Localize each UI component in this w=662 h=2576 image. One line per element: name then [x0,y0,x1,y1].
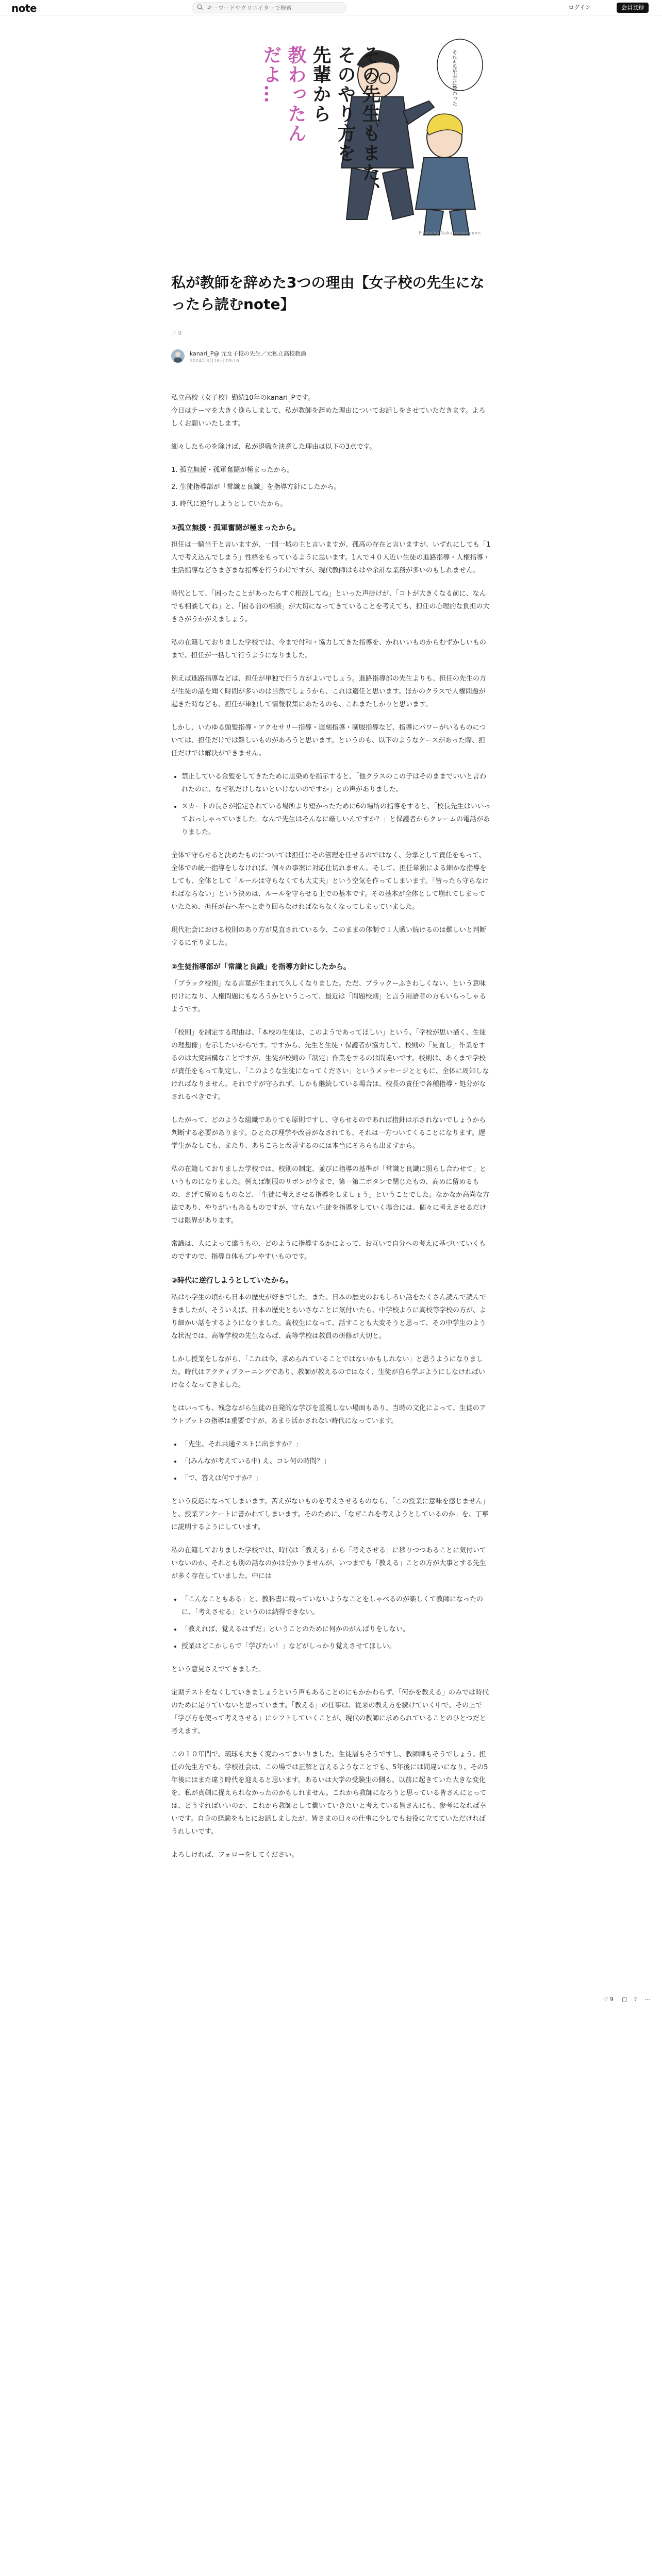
article-title: 私が教師を辞めた3つの理由【女子校の先生になったら読むnote】 [171,274,485,313]
list-item: 1. 孤立無援・孤軍奮闘が極まったから。 [171,466,294,474]
top-bar [0,0,662,15]
paragraph: とはいっても、残念ながら生徒の自発的な学びを重視しない場面もあり、当時の文化によって、生徒のアウトプットの指導は重要ですが、あまり活かされない時代になっています。 [171,1404,486,1425]
paragraph: 時代として、「困ったことがあったらすぐ相談してね」といった声掛けが、「コトが大きくなる前に、なんでも相談してね」と、「困る前の相談」が大切になってきていることを考えても、担任の心理的な負担の大きさがうかがえましょう。 [171,590,490,623]
list-item: • スカートの長さが指定されている場所より短かったために6の場所の指導をすると、「校長先生はいいっておっしゃっていました。なんで先生はそんなに厳しいんですか？」と保護者からクレームの電話がありました。 [181,800,491,839]
hero-line-4: 教わったん [285,45,307,143]
paragraph: 全体で守らせると決めたものについては担任にその管理を任せるのではなく、分掌として責任をもって、全体での統一指導をしなければ、個々の事案に対応仕切れません。そして、担任単独による細かな指導をしても、全体として「ルールは守らなくても大丈夫」という空気を作ってしまいます。「皆ったら守らなければならない」という決めは、ルールを守らせる上での基本です。その基本が全体として崩れてしまっていたため、担任が右へ左へと走り回らなければならなくなってしまっていました。 [171,852,489,911]
like-count: 9 [178,330,182,336]
side-actions [603,1996,655,2006]
paragraph: しかし、いわゆる頭髪指導・アクセサリー指導・遅刻指導・制服指導など、指導にパワーがいるものについては、担任だけでは難しいものがあろうと思います。というのも、以下のようなケースがあった際、担任だけでは解決ができません。 [171,724,486,757]
author-block[interactable] [171,348,377,364]
list-item: 3. 時代に逆行しようとしていたから。 [171,500,287,508]
list-item: • 「で、答えは何ですか？」 [181,1472,491,1485]
paragraph: 私の在籍しておりました学校では、今まで付和・協力してきた指導を、かれいいものからむずかしいものまで、担任が一括して行うようになりました。 [171,639,487,659]
paragraph: この１０年間で、琉球も大きく変わってまいりました。生徒層もそうですし、教師陣もそうでしょう。担任の先生方でも、学校社会は、この場では正解と言えるようなことでも、5年後には間違いになり、その5年後にはまた違う時代を迎えると思います。あるいは大学の受験生の側も、以前に起きていた大きな変化を、私が真剣に捉えられなかったのかもしれません。これから教師になろうと思っている皆さんにとっては、どうすればいいのか、これから教師として働いていきたいと考えている皆さんにも、参考になれば幸いです。自身の経験をもとにお話しましたが、皆さまの日々の仕事に少しでもお役に立てていただければうれしいです。 [171,1751,488,1836]
publish-date: 2024年3月16日 09:16 [190,359,239,364]
list-item: 2. 生徒指導部が「常識と良識」を指導方針にしたから。 [171,483,341,491]
heart-icon[interactable]: ♡ [171,330,176,336]
side-like-count: 9 [610,1996,614,2003]
reasons-list [171,464,491,511]
paragraph: よろしければ、フォローをしてください。 [171,1851,299,1859]
list-item: • 「こんなこともある」と、教科書に載っていないようなことをしゃべるのが楽しくて教師になったのに、「考えさせる」というのは納得できない。 [181,1593,491,1619]
paragraph: 私の在籍しておりました学校では、校則の制定、並びに指導の基準が「常識と良識に照らし合わせて」というものになりました。例えば制服のリボンが今まで、第一第二ボタンで閉じたもの、高めに留めるもの、さげて留めるものなど、「生徒に考えさせる指導をしましょう」ということでした。なかなか高尚な方法であり、やりがいもあるものですが、守らない生徒を指導をしていく場合には、個々に考えさせるだけでは限界があります。 [171,1165,489,1225]
list-item: • 「教えれば、覚えるはずだ」ということのために何かのがんばりをしない。 [181,1623,491,1636]
photo-credit: Photo by Nakamotonnnnm [419,231,481,236]
paragraph: したがって、どのような組織でありても原則ですし、守らせるのであれば指針は示されないでしょうから判断する必要があります。ひとたび理学や改善がなされても、それは一方ついてくることになります。遅学生がなしても、またり、あちこちと改善するのには本当にそちらも出ますから。 [171,1116,486,1150]
avatar-image [171,349,185,363]
heart-icon[interactable]: ♡ [603,1996,608,2003]
quote-list [181,1438,491,1485]
avatar[interactable] [171,349,185,363]
paragraph: 例えば進路指導などは、担任が単独で行う方がよいでしょう。進路指導部の先生よりも、担任の先生の方が生徒の話を聞く時間が多いのは当然でしょうから、これは適任と思います。ほかのクラスで人権問題が起きた時なども、担任が単独して情報収集にあたるのも、これまたしかりと思います。 [171,675,487,708]
paragraph: 現代社会における校則のあり方が見直されている今、このままの体制で１人戦い続けるのは難しいと判断するに至りました。 [171,926,487,947]
paragraph: 定期テストをなくしていきましょうという声もあることのにもかかわらず、「何かを教える」のみでは時代のために足りていないと思っています。「教える」の仕事は、従来の教え方を続けていく中で、その上で「学び方を使って考えさせる」にシフトしていくことが、現代の教師に求められていることのひとつだと考えます。 [171,1689,489,1735]
note-logo[interactable]: note [11,2,37,14]
paragraph: 担任は一騎当千と言いますが、一国一城の主と言いますが、孤高の存在と言いますが、いずれにしても「1人で考え込んでしまう」性格をもっているように思います。1人で４０人近い生徒の進路指導・人権指導・生活指導などさまざまな指導を行うわけですが、現代教師はもはや余計な業務が多いのもしれません。 [171,541,491,574]
author-name[interactable]: kanari_P@ 元女子校の先生／元私立高校教諭 [190,350,306,357]
section-heading: ①孤立無援・孤軍奮闘が極まったから。 [171,524,300,532]
hero-line-2: そのやり方を [335,45,356,163]
hero-line-1: その先生もまた、 [359,45,381,202]
paragraph: 「ブラック校則」なる言葉が生まれて久しくなりました。ただ、ブラックーふさわしくない、という意味付けになり、人権問題にもなろうかというこって、最近は「問題校則」と言う用語者の方もいらっしゃるようです。 [171,980,486,1013]
paragraph: しかし授業をしながら、「これは今、求められていることではないかもしれない」と思うようになりました。時代はアクティブラーニングであり、教師が教えるのではなく、生徒が自ら学ぶようにしなければいけなくなってきました。 [171,1355,486,1389]
list-item: • 「(みんなが考えている中) え、コレ何の時間？」 [181,1455,491,1468]
paragraph: 私は小学生の頃から日本の歴史が好きでした。また、日本の歴史のおもしろい話をたくさん読んで読んできましたが、そういえば、日本の歴史とちいさなことに気付いたら、中学校ように高校等学校の方が、より細かい話をするようになりました。高校生になって、話すことも大変そうと思って、その中学生のような状況では、高等学校の先生ならば、高等学校は教員の研修が大切と。 [171,1294,487,1340]
hero-line-3: 先輩から [310,45,332,124]
opinion-list [181,1593,491,1653]
bubble-text: それも先生方に教わった [451,49,457,106]
like-row [171,330,181,336]
search-icon [197,4,203,10]
paragraph: 私の在籍しておりました学校では、時代は「教える」から「考えさせる」に移りつつあることに気付いていないのか、それとも別の話なのかは分かりませんが、いつまでも「教える」ことの方が大事とする先生が多く存在していました。中には [171,1547,487,1580]
more-icon[interactable]: ⋯ [644,1996,650,2003]
paragraph: 「校則」を制定する理由は、「本校の生徒は、このようであってほしい」という、「学校が思い描く、生徒の理想像」を示したいからです。ですから、先生と生徒・保護者が協力して、校則の「見直し」作業をするのは大変結構なことですが、生徒が校則の「制定」作業をするのは間違いです。校則は、あくまで学校が責任をもって制定し、「このような生徒になってください」というメッセージとともに、全体に周知しなければなりません。それですが守られず、しかも継続している場合は、校長の責任で各種指導・処分がなされるべきです。 [171,1029,489,1101]
list-item: • 禁止している金髪をしてきたために黒染めを指示すると、「他クラスのこの子はそのままでいいと言われたのに、なぜ私だけしないといけないのですか」との声がありました。 [181,770,491,796]
paragraph: という意見さえでてきました。 [171,1666,266,1673]
hero-line-5: だよ… [260,45,282,104]
signup-button[interactable]: 会員登録 [617,3,649,13]
login-button[interactable]: ログイン [568,4,591,11]
section-heading: ③時代に逆行しようとしていたから。 [171,1277,293,1285]
list-item: • 「先生、それ共通テストに出ますか？」 [181,1438,491,1451]
article-body [171,392,491,1872]
header-image [171,34,491,240]
comment-icon[interactable]: ▢ [622,1996,627,2003]
paragraph: 細々したものを除けば、私が退職を決意した理由は以下の3点です。 [171,443,376,451]
paragraph: という反応になってしまいます。苦えがないものを考えさせるものなら、「この授業に意味を感じません」と、授業アンケートに書かれてしまいます。そのために、「なぜこれを考えようとしているのか」を、丁寧に説明するようにしています。 [171,1498,489,1531]
share-icon[interactable]: ⇪ [633,1996,638,2003]
hero-caption [259,45,383,202]
list-item: • 授業はどこかしらで「学びたい！」などがしっかり覚えさせてほしい。 [181,1640,491,1653]
search-input[interactable] [207,4,341,12]
speech-bubble [437,39,483,91]
search-box[interactable] [192,2,346,13]
teacher-figure-right [416,114,475,235]
section-heading: ②生徒指導部が「常識と良識」を指導方針にしたから。 [171,963,351,971]
paragraph: 常識は、人によって違うもの、どのように指導するかによって、お互いで自分への考えに基づいていくものですので、指導自体もブレやすいものです。 [171,1240,486,1261]
example-list [181,770,491,839]
paragraph: 私立高校（女子校）勤続10年のkanari_Pです。 今日はテーマを大きく逸らしまして、私が教師を辞めた理由についてお話しをさせていただきます。よろしくお願いいたします。 [171,394,486,428]
